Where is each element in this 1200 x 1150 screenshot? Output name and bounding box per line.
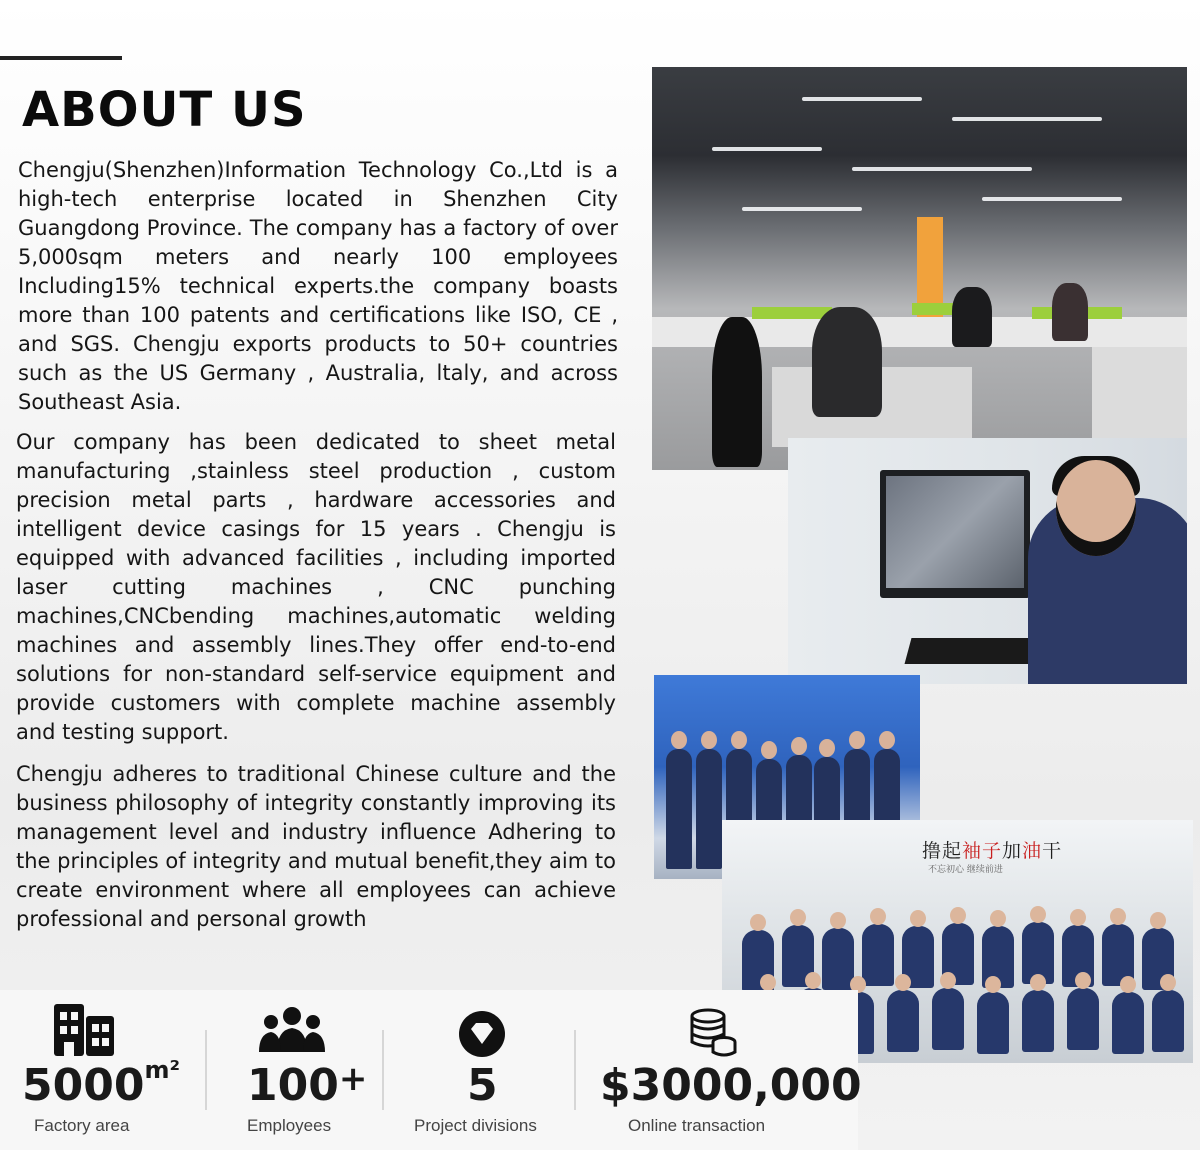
- office-photo: [652, 67, 1187, 470]
- intro-paragraph: Chengju(Shenzhen)Information Technology Co.,Ltd is a high-tech enterprise located in Shenzhen City Guangdong Province. The company has a factory of over 5,000sqm meters and nearly 100 employees Including15% technical experts.the company boasts more than 100 patents and certifications like ISO, CE , and SGS. Chengju exports products to 50+ countries such as the US Germany , Australia, ltaly, and across Southeast Asia.: [18, 158, 618, 414]
- diamond-icon: [456, 1008, 508, 1060]
- stat-project-divisions: [384, 990, 574, 1150]
- stat-label: Project divisions: [414, 1116, 537, 1135]
- stats-bar: [0, 990, 862, 1150]
- title-rule: [0, 56, 122, 60]
- stat-label: Factory area: [34, 1116, 130, 1135]
- stat-factory-area: [0, 990, 205, 1150]
- designer-photo: [788, 438, 1187, 684]
- stat-label: Employees: [247, 1116, 332, 1135]
- stat-label: Online transaction: [628, 1116, 766, 1135]
- stat-value: $3000,000: [600, 1060, 862, 1111]
- capabilities-paragraph: Our company has been dedicated to sheet metal manufacturing ,stainless steel production , custom precision metal parts , hardware accessories and intelligent device casings for 15 years . Chengju is equipped with advanced facilities , including imported laser cutting machines , CNC punching machines,CNCbending machines,automatic welding machines and assembly lines.They offer end-to-end solutions for non-standard self-service equipment and provide customers with complete machine assembly and testing support.: [16, 430, 616, 744]
- people-icon: [257, 1006, 327, 1054]
- stat-online-transaction: [576, 990, 862, 1150]
- stat-value: 100+: [247, 1059, 368, 1111]
- stat-employees: [207, 990, 382, 1150]
- building-icon: [52, 1002, 116, 1058]
- stat-value: $5000^{m^2}$: [22, 1056, 180, 1111]
- team-slogan: 撸起袖子加油干: [922, 840, 1063, 862]
- coins-icon: [686, 1006, 738, 1058]
- page-title: ABOUT US: [22, 82, 307, 138]
- culture-paragraph: Chengju adheres to traditional Chinese culture and the business philosophy of integrity constantly improving its management level and industry influence Adhering to the principles of integrity and mutual benefit,they aim to create environment where all employees can achieve professional and personal growth: [16, 762, 616, 931]
- team-tagline: 不忘初心 继续前进: [928, 865, 1003, 875]
- stat-value: 5: [467, 1060, 498, 1111]
